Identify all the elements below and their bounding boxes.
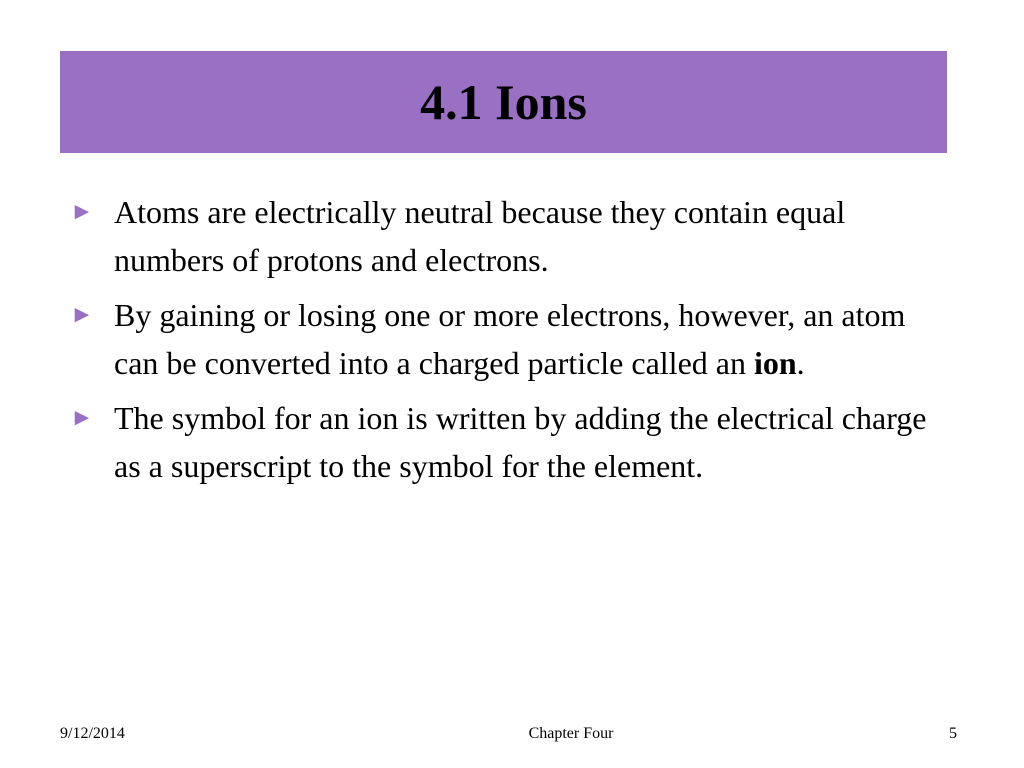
- bullet-text-end: .: [796, 345, 805, 381]
- bullet-list: [70, 188, 950, 497]
- triangle-bullet-icon: ►: [70, 199, 94, 225]
- bullet-item-3: [70, 394, 950, 490]
- bullet-text: By gaining or losing one or more electrons, however, an atom can be converted into a charged particle called an: [114, 297, 906, 381]
- footer-date: 9/12/2014: [60, 725, 125, 742]
- slide-title: 4.1 Ions: [420, 74, 587, 130]
- triangle-bullet-icon: ►: [70, 405, 94, 431]
- footer-chapter: Chapter Four: [528, 725, 614, 742]
- title-bar: [60, 51, 947, 153]
- bullet-bold-term: ion: [753, 345, 797, 381]
- bullet-item-1: [70, 188, 950, 284]
- bullet-text: The symbol for an ion is written by adding the electrical charge as a superscript to the symbol for the element.: [114, 400, 927, 484]
- triangle-bullet-icon: ►: [70, 302, 94, 328]
- footer-page-number: 5: [949, 725, 957, 742]
- bullet-text: Atoms are electrically neutral because they contain equal numbers of protons and electrons.: [114, 194, 846, 278]
- bullet-item-2: [70, 291, 950, 387]
